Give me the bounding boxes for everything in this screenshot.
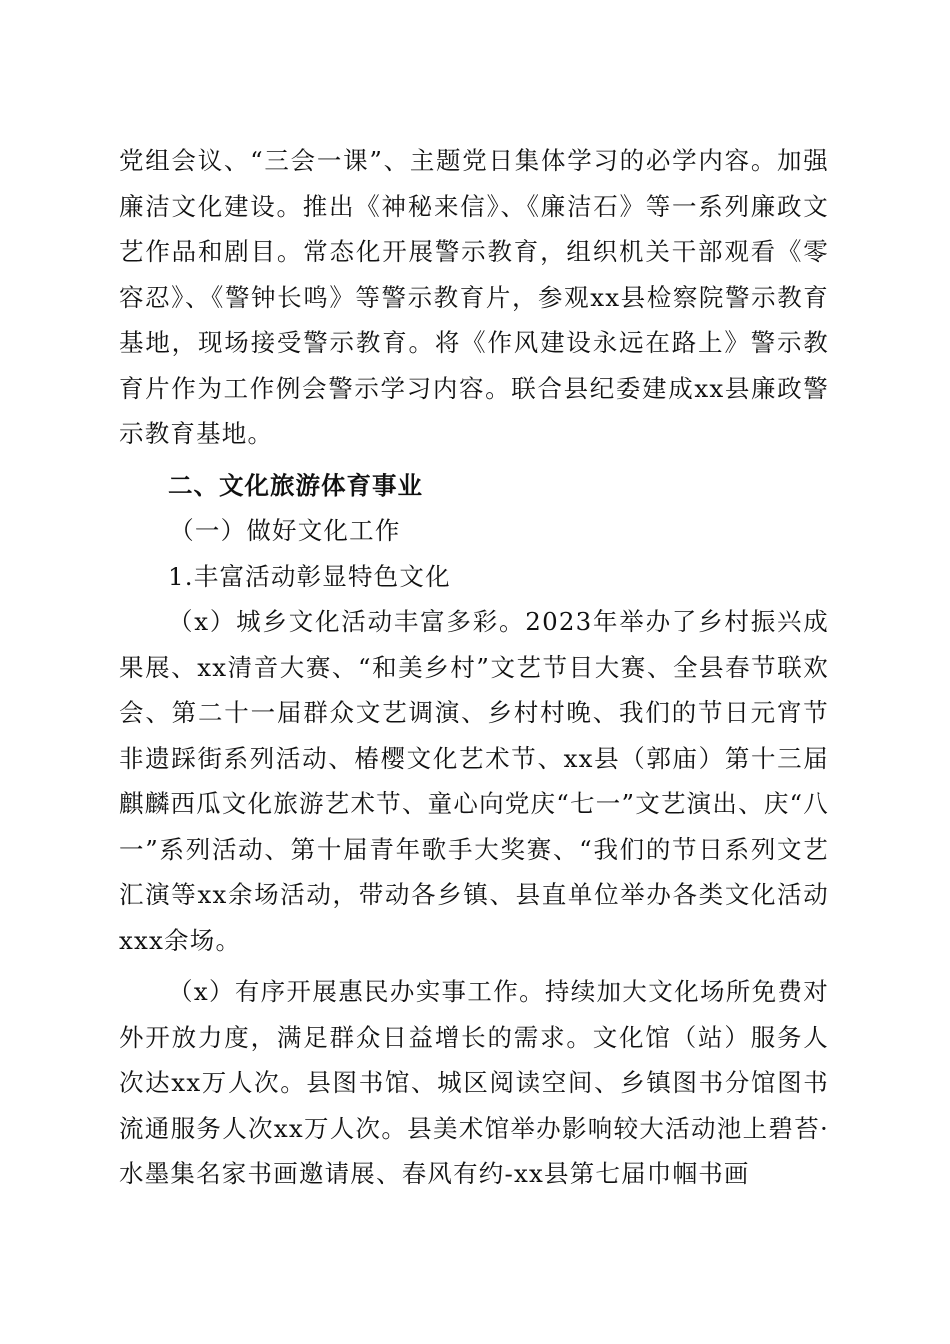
paragraph-integrity-culture: 党组会议、“三会一课”、主题党日集体学习的必学内容。加强廉洁文化建设。推出《神秘来信》、《廉洁石》等一系列廉政文艺作品和剧目。常态化开展警示教育，组织机关干部观看《零容忍》、《警钟长鸣》等警示教育片，参观xx县检察院警示教育基地，现场接受警示教育。将《作风建设永远在路上》警示教育片作为工作例会警示学习内容。联合县纪委建成xx县廉政警示教育基地。 [119, 146, 829, 448]
subsection-heading: （一）做好文化工作 [169, 516, 401, 545]
paragraph-cultural-activities: （x）城乡文化活动丰富多彩。2023年举办了乡村振兴成果展、xx清音大赛、“和美乡村”文艺节目大赛、全县春节联欢会、第二十一届群众文艺调演、乡村村晚、我们的节日元宵节非遗踩街系列活动、椿樱文化艺术节、xx县（郭庙）第十三届麒麟西瓜文化旅游艺术节、童心向党庆“七一”文艺演出、庆“八一”系列活动、第十届青年歌手大奖赛、“我们的节日系列文艺汇演等xx余场活动，带动各乡镇、县直单位举办各类文化活动xxx余场。 [119, 607, 829, 955]
section-heading: 二、文化旅游体育事业 [168, 470, 423, 500]
document-page [119, 138, 829, 1197]
paragraph-public-services: （x）有序开展惠民办实事工作。持续加大文化场所免费对外开放力度，满足群众日益增长的需求。文化馆（站）服务人次达xx万人次。县图书馆、城区阅读空间、乡镇图书分馆图书流通服务人次xx万人次。县美术馆举办影响较大活动池上碧苔·水墨集名家书画邀请展、春风有约-xx县第七届巾帼书画 [119, 977, 829, 1188]
numbered-item-heading: 1.丰富活动彰显特色文化 [168, 561, 451, 591]
